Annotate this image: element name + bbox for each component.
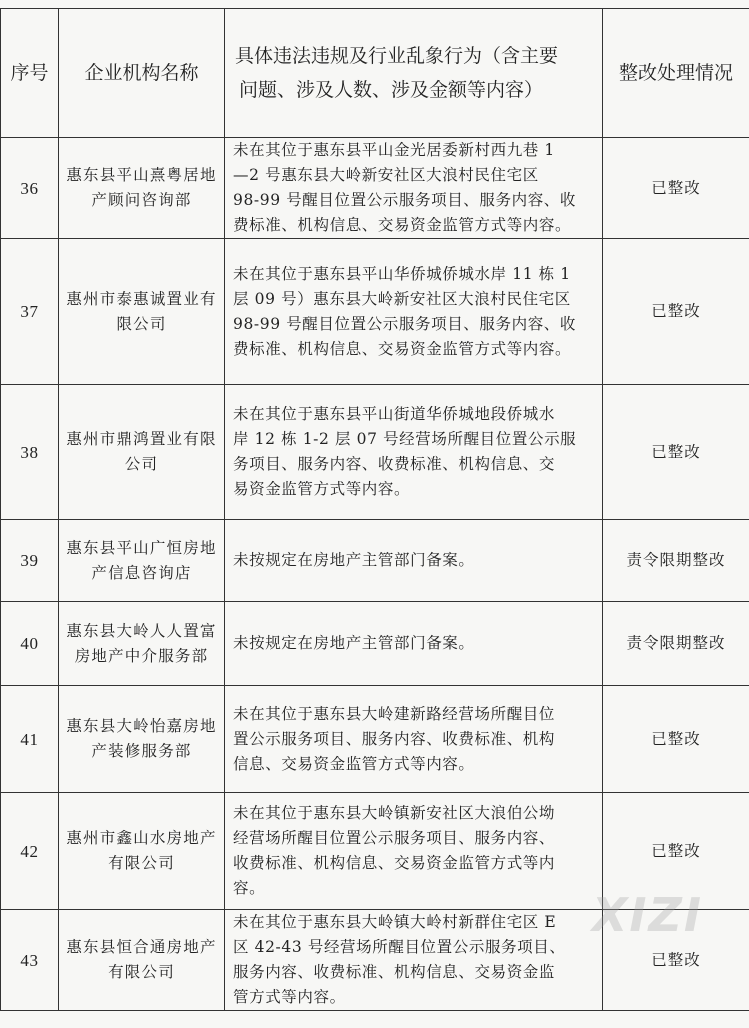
violation-desc-line: 管方式等内容。 bbox=[233, 988, 346, 1006]
header-desc-line2: 问题、涉及人数、涉及金额等内容） bbox=[239, 79, 544, 101]
cell-status: 已整改 bbox=[603, 686, 749, 793]
violation-desc-line: 费标准、机构信息、交易资金监管方式等内容。 bbox=[233, 216, 572, 234]
company-name-line: 产顾问咨询部 bbox=[91, 191, 192, 209]
cell-violation-desc bbox=[225, 138, 603, 239]
company-name-line: 惠东县平山广恒房地 bbox=[66, 538, 217, 557]
company-name-line: 产信息咨询店 bbox=[91, 563, 192, 582]
cell-status: 已整改 bbox=[603, 793, 749, 910]
cell-company-name bbox=[59, 520, 225, 602]
cell-seq: 41 bbox=[1, 686, 59, 793]
violation-desc-line: 区 42-43 号经营场所醒目位置公示服务项目、 bbox=[233, 938, 566, 956]
violation-desc-line: 费标准、机构信息、交易资金监管方式等内容。 bbox=[233, 339, 572, 358]
violations-table bbox=[0, 8, 749, 1011]
cell-company-name bbox=[59, 686, 225, 793]
table-row bbox=[1, 385, 749, 520]
cell-seq: 42 bbox=[1, 793, 59, 910]
cell-violation-desc bbox=[225, 793, 603, 910]
company-name-line: 有限公司 bbox=[108, 854, 175, 872]
company-name-line: 惠州市泰惠诚置业有 bbox=[66, 289, 217, 308]
company-name-line: 惠州市鼎鸿置业有限 bbox=[66, 430, 217, 448]
violation-desc-line: 收费标准、机构信息、交易资金监管方式等内 bbox=[233, 854, 556, 872]
company-name-line: 惠州市鑫山水房地产 bbox=[66, 829, 217, 847]
company-name-line: 惠东县大岭人人置富 bbox=[66, 621, 217, 640]
cell-seq: 36 bbox=[1, 138, 59, 239]
company-name-line: 公司 bbox=[124, 455, 159, 473]
header-status: 整改处理情况 bbox=[603, 9, 749, 138]
table-row bbox=[1, 138, 749, 239]
violation-desc-line: 信息、交易资金监管方式等内容。 bbox=[233, 754, 475, 773]
cell-seq: 39 bbox=[1, 520, 59, 602]
cell-company-name bbox=[59, 793, 225, 910]
violation-desc-line: 98-99 号醒目位置公示服务项目、服务内容、收 bbox=[233, 314, 577, 333]
cell-seq: 37 bbox=[1, 239, 59, 385]
cell-company-name bbox=[59, 602, 225, 686]
violation-desc-line: 未在其位于惠东县大岭镇新安社区大浪伯公坳 bbox=[233, 804, 556, 822]
header-seq: 序号 bbox=[1, 9, 59, 138]
company-name-line: 限公司 bbox=[116, 314, 167, 333]
table-row bbox=[1, 239, 749, 385]
header-desc-line1: 具体违法违规及行业乱象行为（含主要 bbox=[235, 45, 559, 67]
company-name-line: 产装修服务部 bbox=[91, 742, 192, 760]
header-name: 企业机构名称 bbox=[59, 9, 225, 138]
company-name-line: 惠东县平山熹粤居地 bbox=[66, 166, 217, 184]
cell-seq: 38 bbox=[1, 385, 59, 520]
cell-seq: 43 bbox=[1, 910, 59, 1011]
violation-desc-line: 未在其位于惠东县大岭建新路经营场所醒目位 bbox=[233, 704, 556, 723]
violation-desc-line: 服务内容、收费标准、机构信息、交易资金监 bbox=[233, 963, 556, 981]
table-row bbox=[1, 520, 749, 602]
violation-desc-line: 未在其位于惠东县平山金光居委新村西九巷 1 bbox=[233, 141, 555, 159]
violation-desc-line: 未按规定在房地产主管部门备案。 bbox=[233, 551, 475, 569]
cell-status: 已整改 bbox=[603, 138, 749, 239]
header-desc bbox=[225, 9, 603, 138]
violation-desc-line: 未在其位于惠东县平山华侨城侨城水岸 11 栋 1 bbox=[233, 264, 571, 283]
cell-company-name bbox=[59, 385, 225, 520]
violation-desc-line: 未在其位于惠东县大岭镇大岭村新群住宅区 E bbox=[233, 913, 557, 931]
watermark-logo: XIZI bbox=[591, 888, 703, 942]
cell-company-name bbox=[59, 239, 225, 385]
violation-desc-line: 易资金监管方式等内容。 bbox=[233, 480, 411, 498]
violation-desc-line: 98-99 号醒目位置公示服务项目、服务内容、收 bbox=[233, 191, 577, 209]
violation-desc-line: —2 号惠东县大岭新安社区大浪村民住宅区 bbox=[233, 166, 539, 184]
cell-status: 责令限期整改 bbox=[603, 520, 749, 602]
violation-desc-line: 层 09 号）惠东县大岭新安社区大浪村民住宅区 bbox=[233, 289, 571, 308]
violation-desc-line: 置公示服务项目、服务内容、收费标准、机构 bbox=[233, 729, 556, 748]
company-name-line: 惠东县恒合通房地产 bbox=[66, 938, 217, 956]
cell-violation-desc bbox=[225, 239, 603, 385]
cell-status: 已整改 bbox=[603, 910, 749, 1011]
cell-violation-desc bbox=[225, 686, 603, 793]
violation-desc-line: 容。 bbox=[233, 879, 266, 897]
cell-status: 已整改 bbox=[603, 385, 749, 520]
table-row bbox=[1, 686, 749, 793]
table-row bbox=[1, 602, 749, 686]
cell-violation-desc bbox=[225, 910, 603, 1011]
cell-company-name bbox=[59, 910, 225, 1011]
cell-violation-desc bbox=[225, 385, 603, 520]
violation-desc-line: 未按规定在房地产主管部门备案。 bbox=[233, 634, 475, 652]
violation-desc-line: 务项目、服务内容、收费标准、机构信息、交 bbox=[233, 455, 556, 473]
cell-status: 责令限期整改 bbox=[603, 602, 749, 686]
violation-desc-line: 经营场所醒目位置公示服务项目、服务内容、 bbox=[233, 829, 556, 847]
cell-company-name bbox=[59, 138, 225, 239]
company-name-line: 房地产中介服务部 bbox=[74, 646, 209, 665]
cell-violation-desc bbox=[225, 520, 603, 602]
cell-seq: 40 bbox=[1, 602, 59, 686]
violation-desc-line: 岸 12 栋 1-2 层 07 号经营场所醒目位置公示服 bbox=[233, 430, 577, 448]
violation-desc-line: 未在其位于惠东县平山街道华侨城地段侨城水 bbox=[233, 405, 556, 423]
company-name-line: 惠东县大岭怡嘉房地 bbox=[66, 717, 217, 735]
cell-status: 已整改 bbox=[603, 239, 749, 385]
company-name-line: 有限公司 bbox=[108, 963, 175, 981]
table-header-row bbox=[1, 9, 749, 138]
cell-violation-desc bbox=[225, 602, 603, 686]
